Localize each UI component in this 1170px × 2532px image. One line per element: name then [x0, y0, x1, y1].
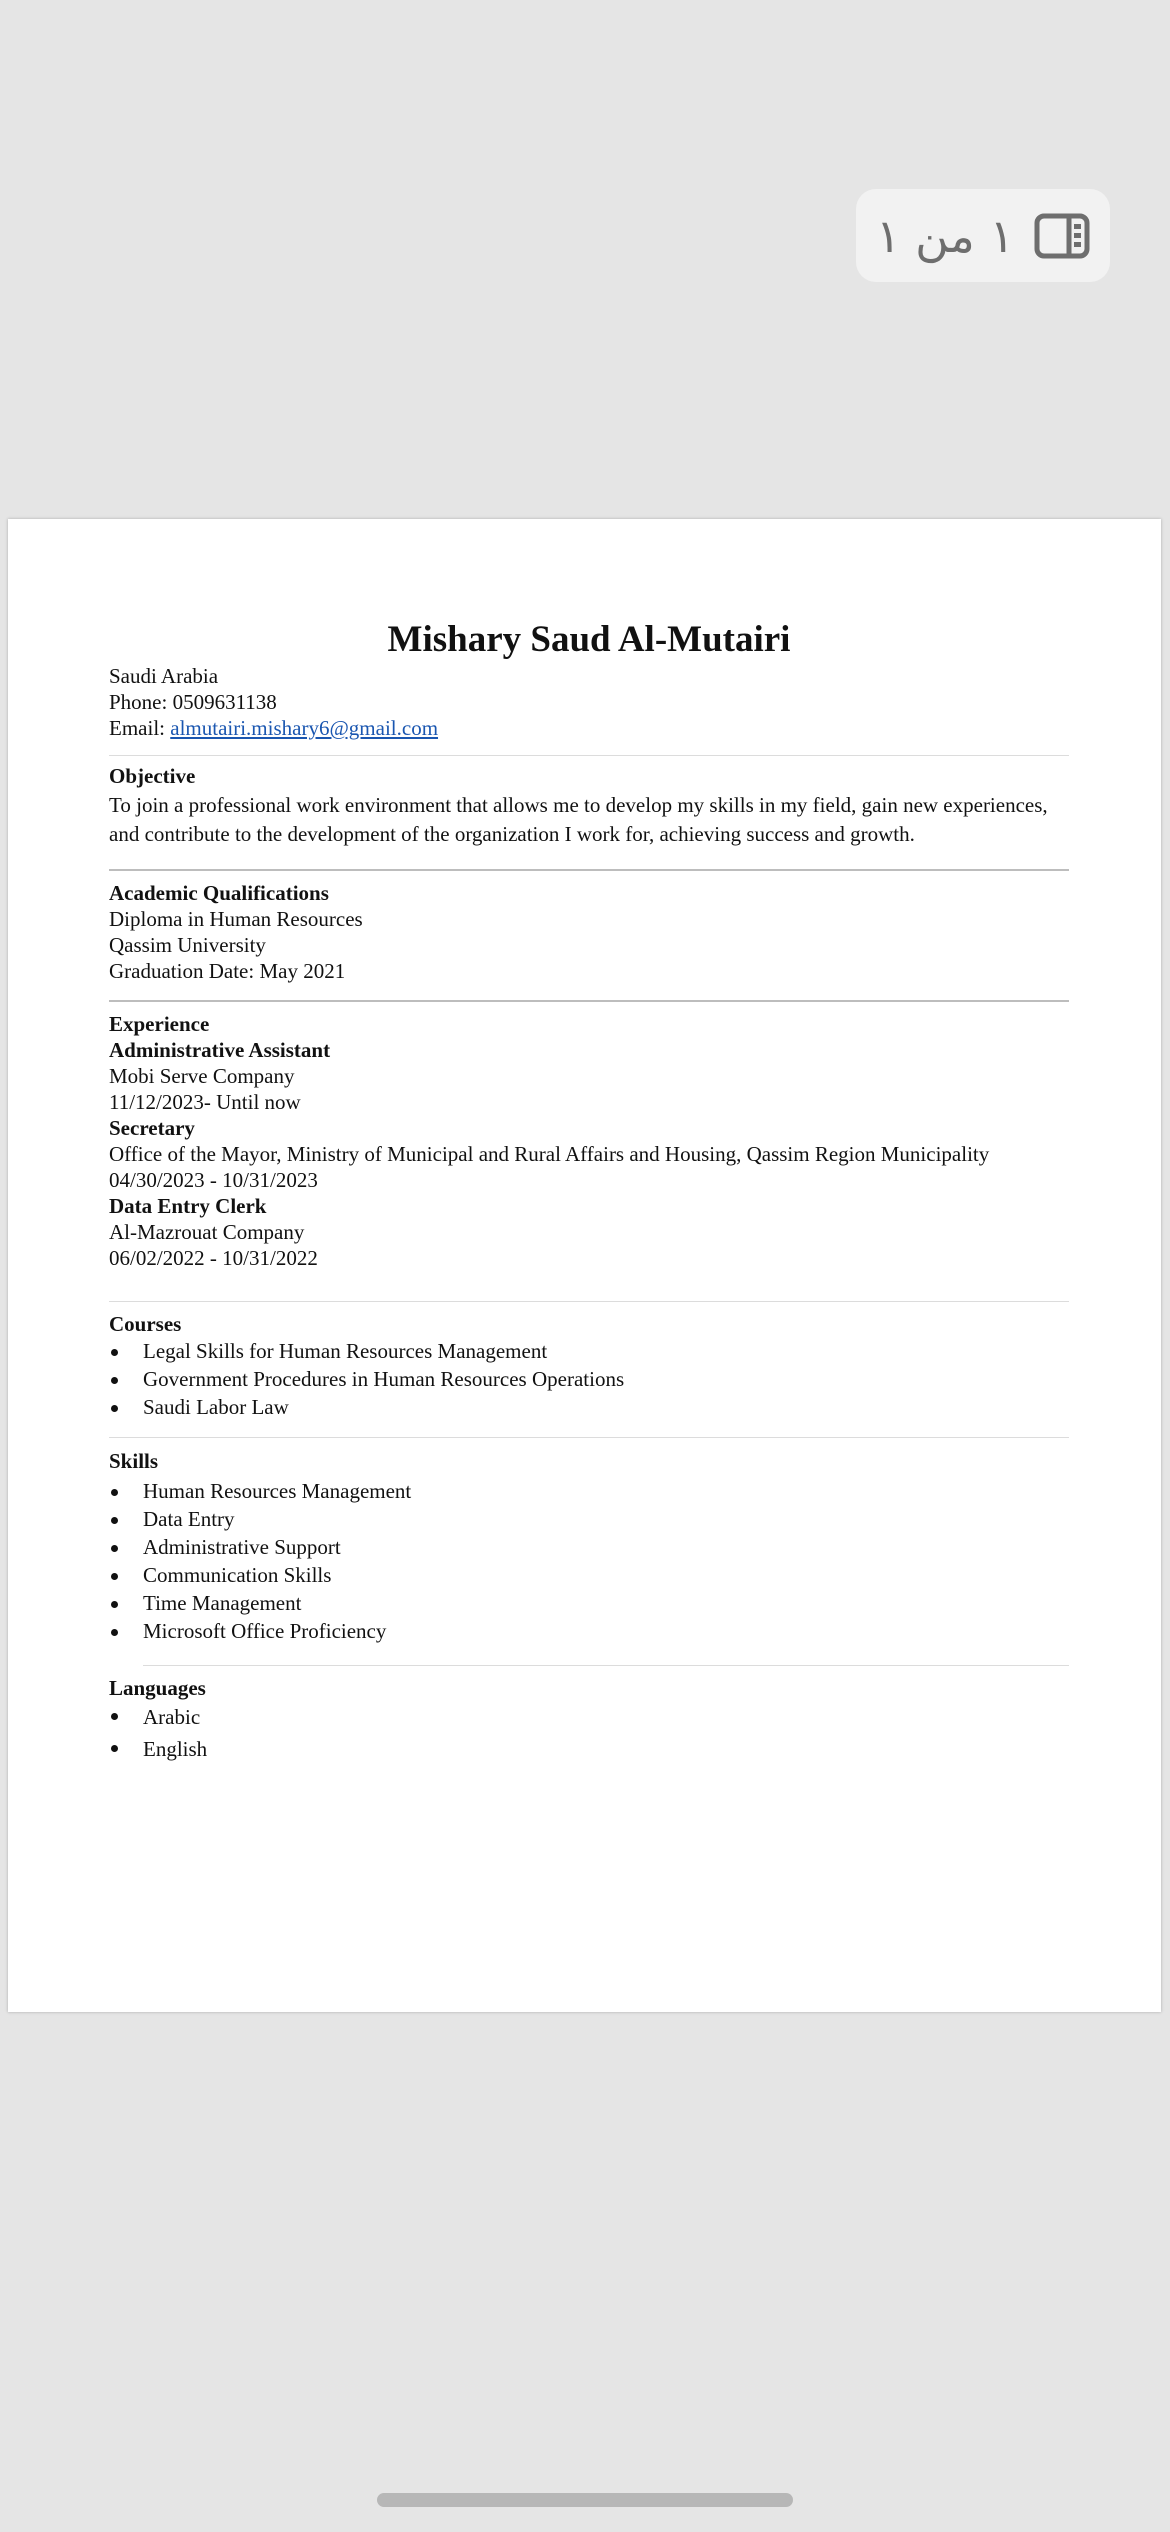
- education-graduation: Graduation Date: May 2021: [109, 959, 346, 983]
- education-university: Qassim University: [109, 933, 266, 957]
- job-title: Data Entry Clerk: [109, 1194, 267, 1218]
- list-item: Communication Skills: [109, 1561, 1069, 1589]
- list-item: English: [109, 1733, 1069, 1765]
- languages-heading: Languages: [109, 1676, 206, 1700]
- divider: [109, 1437, 1069, 1438]
- sidebar-panel-icon[interactable]: [1034, 213, 1090, 259]
- list-item: Legal Skills for Human Resources Management: [109, 1337, 1069, 1365]
- list-item: Government Procedures in Human Resources Operations: [109, 1365, 1069, 1393]
- job-dates: 06/02/2022 - 10/31/2022: [109, 1246, 318, 1270]
- list-item: Saudi Labor Law: [109, 1393, 1069, 1421]
- objective-text: To join a professional work environment that allows me to develop my skills in my field, gain new experiences, and contribute to the development of the organization I work for, achieving success and growth.: [109, 793, 1048, 846]
- experience-heading: Experience: [109, 1012, 210, 1036]
- email-link[interactable]: almutairi.mishary6@gmail.com: [170, 716, 439, 740]
- education-heading: Academic Qualifications: [109, 881, 329, 905]
- divider: [109, 755, 1069, 756]
- resume-content: [109, 617, 1069, 1765]
- page-count-label: ١ من ١: [875, 208, 1015, 263]
- phone: Phone: 0509631138: [109, 690, 277, 714]
- divider: [143, 1665, 1069, 1666]
- job-entry: [109, 1193, 1069, 1271]
- email-label: Email:: [109, 716, 165, 740]
- document-page: [8, 519, 1161, 2012]
- languages-list: [109, 1701, 1069, 1765]
- list-item: Arabic: [109, 1701, 1069, 1733]
- email-line: [109, 715, 1069, 741]
- job-company: Mobi Serve Company: [109, 1064, 295, 1088]
- divider: [109, 869, 1069, 871]
- job-dates: 11/12/2023- Until now: [109, 1090, 301, 1114]
- courses-list: [109, 1337, 1069, 1421]
- page-indicator[interactable]: [856, 189, 1110, 282]
- job-entry: [109, 1115, 1069, 1193]
- job-dates: 04/30/2023 - 10/31/2023: [109, 1168, 318, 1192]
- skills-heading: Skills: [109, 1449, 159, 1473]
- resume-name: Mishary Saud Al-Mutairi: [387, 619, 791, 660]
- list-item: Microsoft Office Proficiency: [109, 1617, 1069, 1645]
- home-indicator[interactable]: [377, 2493, 793, 2507]
- job-entry: [109, 1037, 1069, 1115]
- education-degree: Diploma in Human Resources: [109, 907, 363, 931]
- job-title: Administrative Assistant: [109, 1038, 331, 1062]
- list-item: Data Entry: [109, 1505, 1069, 1533]
- job-title: Secretary: [109, 1116, 195, 1140]
- list-item: Time Management: [109, 1589, 1069, 1617]
- list-item: Human Resources Management: [109, 1477, 1069, 1505]
- list-item: Administrative Support: [109, 1533, 1069, 1561]
- divider: [109, 1301, 1069, 1302]
- job-company: Office of the Mayor, Ministry of Municipal and Rural Affairs and Housing, Qassim Region Municipality: [109, 1142, 990, 1166]
- skills-list: [109, 1477, 1069, 1645]
- objective-heading: Objective: [109, 764, 196, 788]
- location: Saudi Arabia: [109, 664, 219, 688]
- divider: [109, 1000, 1069, 1002]
- job-company: Al-Mazrouat Company: [109, 1220, 305, 1244]
- courses-heading: Courses: [109, 1312, 182, 1336]
